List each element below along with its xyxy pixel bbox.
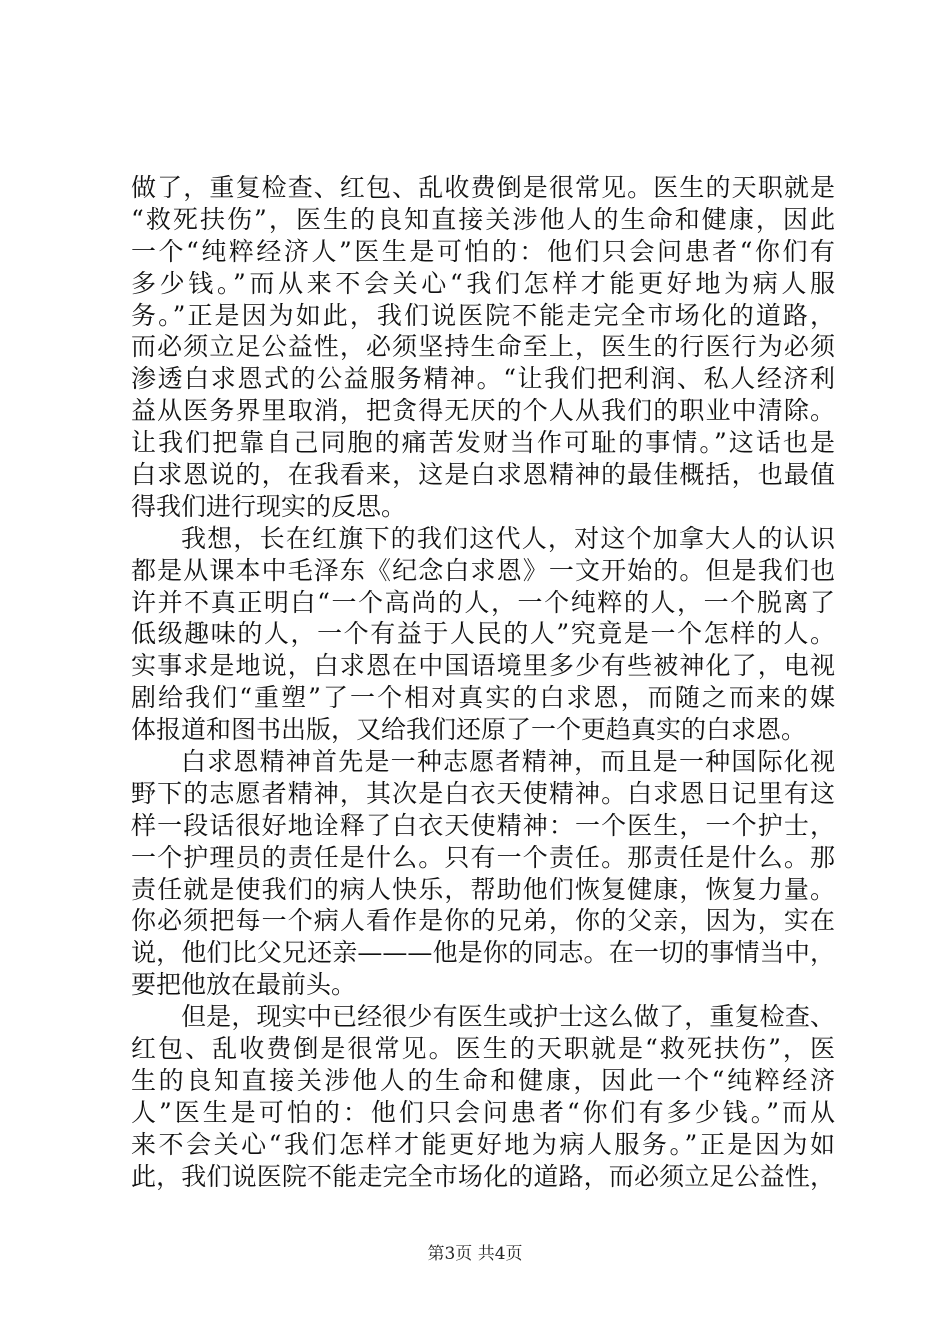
paragraph-line: 剧给我们“重塑”了一个相对真实的白求恩，而随之而来的媒: [131, 683, 835, 713]
paragraph-line: 野下的志愿者精神，其次是白衣天使精神。白求恩日记里有这: [131, 778, 835, 808]
paragraph: [131, 172, 835, 523]
paragraph-line: 我想，长在红旗下的我们这代人，对这个加拿大人的认识: [181, 523, 835, 553]
paragraph-line: 要把他放在最前头。: [131, 970, 357, 1000]
paragraph-line: 体报道和图书出版，又给我们还原了一个更趋真实的白求恩。: [131, 715, 807, 745]
paragraph: [131, 1001, 835, 1192]
paragraph-line: 但是，现实中已经很少有医生或护士这么做了，重复检查、: [181, 1002, 835, 1032]
paragraph-line: 说，他们比父兄还亲———他是你的同志。在一切的事情当中，: [131, 938, 835, 968]
paragraph-line: 低级趣味的人，一个有益于人民的人”究竟是一个怎样的人。: [131, 619, 835, 649]
paragraph-line: 白求恩说的，在我看来，这是白求恩精神的最佳概括，也最值: [131, 460, 835, 490]
paragraph-line: 得我们进行现实的反思。: [131, 491, 407, 521]
paragraph-line: 一个“纯粹经济人”医生是可怕的：他们只会问患者“你们有: [131, 236, 835, 266]
paragraph-line: 多少钱。”而从来不会关心“我们怎样才能更好地为病人服: [131, 268, 835, 298]
paragraph-line: 白求恩精神首先是一种志愿者精神，而且是一种国际化视: [181, 747, 835, 777]
paragraph-line: 做了，重复检查、红包、乱收费倒是很常见。医生的天职就是: [131, 173, 835, 202]
paragraph-line: 样一段话很好地诠释了白衣天使精神：一个医生，一个护士，: [131, 810, 835, 840]
paragraph-line: 渗透白求恩式的公益服务精神。“让我们把利润、私人经济利: [131, 364, 835, 394]
paragraph-line: 一个护理员的责任是什么。只有一个责任。那责任是什么。那: [131, 842, 835, 872]
paragraph-line: 让我们把靠自己同胞的痛苦发财当作可耻的事情。”这话也是: [131, 428, 835, 458]
body-text: [131, 172, 835, 1193]
page-footer: 第3页 共4页: [427, 1244, 523, 1264]
paragraph-line: 红包、乱收费倒是很常见。医生的天职就是“救死扶伤”，医: [131, 1034, 835, 1064]
paragraph: [131, 746, 835, 1001]
paragraph-line: 实事求是地说，白求恩在中国语境里多少有些被神化了，电视: [131, 651, 835, 681]
paragraph-line: 你必须把每一个病人看作是你的兄弟，你的父亲，因为，实在: [131, 906, 835, 936]
paragraph-line: 务。”正是因为如此，我们说医院不能走完全市场化的道路，: [131, 300, 835, 330]
paragraph-line: 都是从课本中毛泽东《纪念白求恩》一文开始的。但是我们也: [131, 555, 835, 585]
paragraph-line: 来不会关心“我们怎样才能更好地为病人服务。”正是因为如: [131, 1129, 835, 1159]
paragraph: [131, 523, 835, 746]
paragraph-line: 人”医生是可怕的：他们只会问患者“你们有多少钱。”而从: [131, 1097, 835, 1127]
paragraph-line: 此，我们说医院不能走完全市场化的道路，而必须立足公益性，: [131, 1161, 835, 1191]
paragraph-line: 益从医务界里取消，把贪得无厌的个人从我们的职业中清除。: [131, 396, 835, 426]
paragraph-line: 许并不真正明白“一个高尚的人，一个纯粹的人，一个脱离了: [131, 587, 835, 617]
paragraph-line: 而必须立足公益性，必须坚持生命至上，医生的行医行为必须: [131, 332, 835, 362]
paragraph-line: “救死扶伤”，医生的良知直接关涉他人的生命和健康，因此: [131, 204, 835, 234]
paragraph-line: 生的良知直接关涉他人的生命和健康，因此一个“纯粹经济: [131, 1065, 835, 1095]
paragraph-line: 责任就是使我们的病人快乐，帮助他们恢复健康，恢复力量。: [131, 874, 835, 904]
